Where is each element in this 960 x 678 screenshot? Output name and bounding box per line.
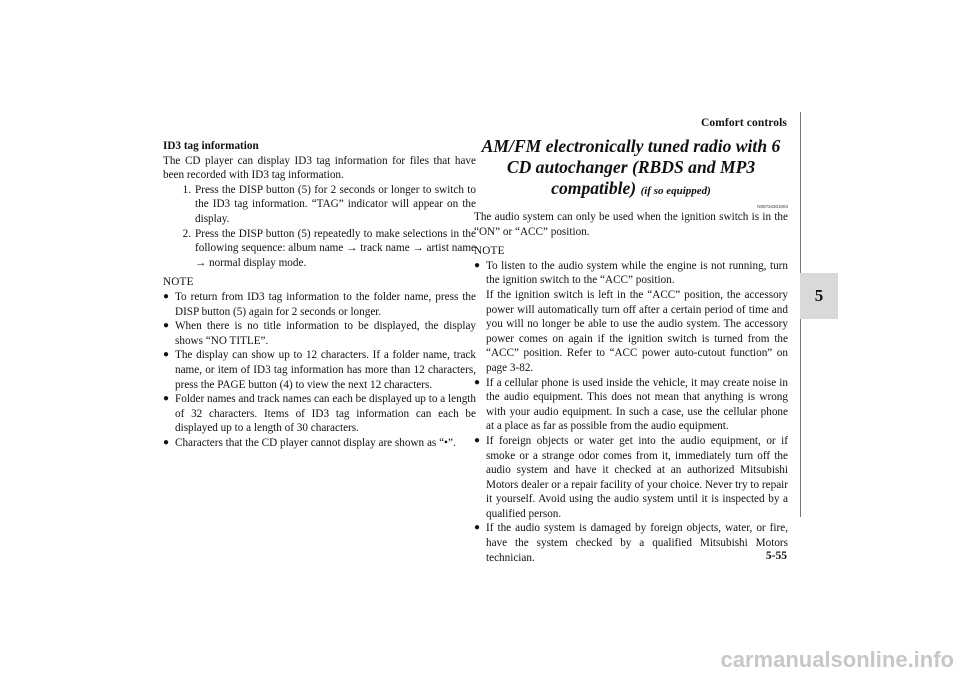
note-text: If foreign objects or water get into the audio equipment, or if smoke or a strange odor comes from it, immediately turn off the audio system and have it checked at an authorized Mitsubishi Motors dealer or a repair facility of your choice. Never try to repair it yourself. Avoid using the audio system until it is inspected by a qualified person. [486, 434, 788, 520]
bullet-icon: ● [163, 393, 170, 405]
note-item [163, 348, 476, 392]
bullet-icon: ● [163, 436, 170, 448]
bullet-icon: ● [474, 434, 481, 446]
note-item [474, 376, 788, 434]
right-column [474, 136, 788, 565]
note-text: To return from ID3 tag information to the folder name, press the DISP button (5) again for 2 seconds or longer. [175, 290, 476, 318]
section-code: N00734301004 [757, 204, 788, 209]
note-text: If the audio system is damaged by foreign objects, water, or fire, have the system checked by a qualified Mitsubishi Motors technician. [486, 522, 788, 564]
id3-heading: ID3 tag information [163, 140, 259, 152]
chapter-tab: 5 [800, 273, 838, 319]
note-label: NOTE [474, 245, 505, 258]
note-list [163, 290, 476, 451]
note-item [474, 521, 788, 565]
note-item [163, 392, 476, 436]
note-block [474, 244, 788, 565]
step-text: Press the DISP button (5) repeatedly to make selections in the following sequence: album name → track name → artist name → normal display mode. [195, 227, 476, 269]
note-text: Folder names and track names can each be displayed up to a length of 32 characters. Items of ID3 tag information can each be displayed up to a length of 30 characters. [175, 393, 476, 435]
bullet-icon: ● [163, 320, 170, 332]
note-item [163, 436, 476, 451]
note-text: To listen to the audio system while the engine is not running, turn the ignition switch to the “ACC” position. If the ignition switch is left in the “ACC” position, the accessory power will automatically turn off after a certain period of time and you will no longer be able to use the audio system. The accessory power comes on again if the ignition switch is turned from the “ACC” position. Refer to “ACC power auto-cutout function” on page 3-82. [486, 259, 788, 374]
section-title [474, 136, 788, 202]
step-item [163, 227, 476, 271]
note-item [163, 290, 476, 319]
note-text: Characters that the CD player cannot display are shown as “•”. [175, 436, 456, 449]
step-text: Press the DISP button (5) for 2 seconds or longer to switch to the ID3 tag information. “TAG” indicator will appear on the display. [195, 183, 476, 225]
section-title-suffix: (if so equipped) [640, 185, 711, 197]
watermark: carmanualsonline.info [720, 647, 954, 672]
note-item [474, 434, 788, 522]
note-item [163, 319, 476, 348]
note-block [163, 275, 476, 450]
note-text: When there is no title information to be displayed, the display shows “NO TITLE”. [175, 320, 476, 347]
bullet-icon: ● [474, 522, 481, 534]
section-title-text: AM/FM electronically tuned radio with 6 CD autochanger (RBDS and MP3 compatible) [481, 136, 781, 198]
step-number: 1. [182, 183, 191, 196]
bullet-icon: ● [474, 376, 481, 388]
running-header: Comfort controls [700, 117, 787, 129]
note-text: If a cellular phone is used inside the vehicle, it may create noise in the audio equipment. This does not mean that anything is wrong with your audio equipment. In such a case, use the cellular phone at a place as far as possible from the audio equipment. [486, 376, 788, 433]
id3-intro: The CD player can display ID3 tag information for files that have been recorded with ID3 tag information. [163, 154, 476, 182]
note-label: NOTE [163, 276, 194, 289]
bullet-icon: ● [474, 259, 481, 271]
left-column [163, 139, 476, 450]
note-item [474, 259, 788, 376]
steps-list [163, 183, 476, 271]
bullet-icon: ● [163, 290, 170, 302]
note-list [474, 259, 788, 565]
page-number: 5-55 [765, 550, 787, 562]
audio-intro: The audio system can only be used when the ignition switch is in the “ON” or “ACC” position. [474, 211, 788, 238]
step-item [163, 183, 476, 227]
bullet-icon: ● [163, 349, 170, 361]
step-number: 2. [182, 227, 191, 240]
note-text: The display can show up to 12 characters. If a folder name, track name, or item of ID3 tag information has more than 12 characters, press the PAGE button (4) to view the next 12 characters. [175, 349, 476, 391]
